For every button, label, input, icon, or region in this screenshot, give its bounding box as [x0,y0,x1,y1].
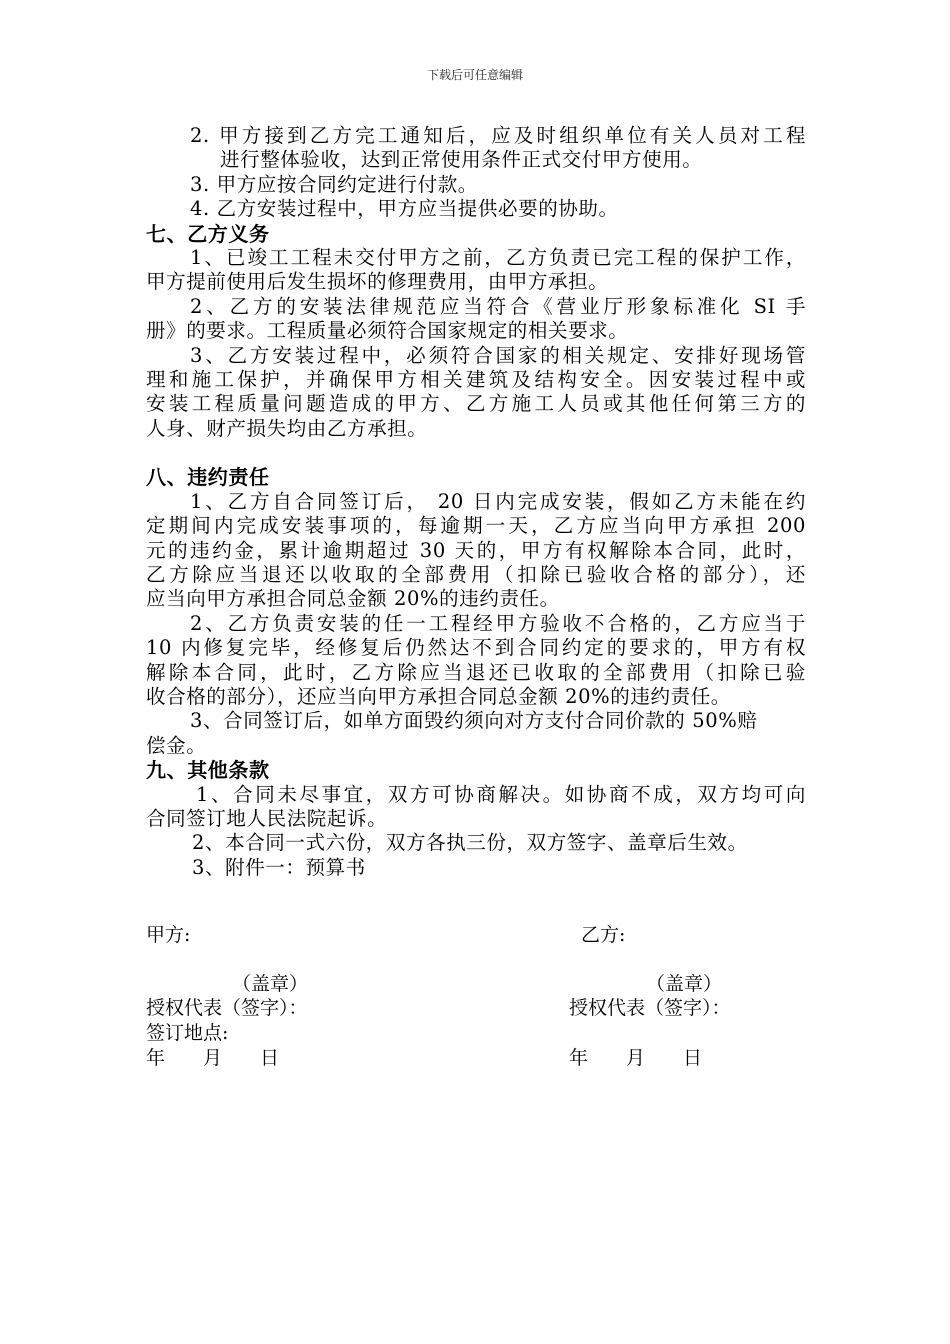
paragraph-line: 3、合同签订后，如单方面毁约须向对方支付合同价款的 50%赔 [190,709,758,733]
paragraph-line: 10 内修复完毕，经修复后仍然达不到合同约定的要求的，甲方有权 [146,636,806,660]
party-a-representative: 授权代表（签字）： [146,997,308,1019]
blank-line [146,441,806,465]
paragraph-line: 进行整体验收，达到正常使用条件正式交付甲方使用。 [220,148,703,172]
contract-body [146,124,806,880]
paragraph-line: 定期间内完成安装事项的，每逾期一天，乙方应当向甲方承担 200 [146,514,806,538]
paragraph-line: 1、乙方自合同签订后， 20 日内完成安装，假如乙方未能在约 [190,489,806,513]
paragraph-line: 3. 甲方应按合同约定进行付款。 [190,172,478,196]
paragraph-line: 2、乙方负责安装的任一工程经甲方验收不合格的，乙方应当于 [190,611,806,635]
paragraph-line: 收合格的部分），还应当向甲方承担合同总金额 20%的违约责任。 [146,684,731,708]
paragraph-line: 合同签订地人民法院起诉。 [146,806,388,830]
paragraph-line: 2、本合同一式六份，双方各执三份，双方签字、盖章后生效。 [192,831,748,855]
party-a-label: 甲方: [146,924,191,946]
paragraph-line: 应当向甲方承担合同总金额 20%的违约责任。 [146,587,560,611]
paragraph-line: 1、合同未尽事宜，双方可协商解决。如协商不成，双方均可向 [196,782,806,806]
paragraph-line: 安装工程质量问题造成的甲方、乙方施工人员或其他任何第三方的 [146,392,806,416]
section-heading: 九、其他条款 [146,758,270,783]
party-b-representative: 授权代表（签字）： [569,997,731,1019]
section-heading: 八、违约责任 [146,465,270,490]
party-b-seal: （盖章） [646,973,723,995]
paragraph-line: 3、乙方安装过程中，必须符合国家的相关规定、安排好现场管 [190,343,806,367]
paragraph-line: 解除本合同，此时，乙方除应当退还已收取的全部费用（扣除已验 [146,660,806,684]
paragraph-line: 册》的要求。工程质量必须符合国家规定的相关要求。 [146,319,629,343]
paragraph-line: 1、已竣工工程未交付甲方之前，乙方负责已完工程的保护工作， [190,245,806,269]
party-b-label: 乙方: [581,924,626,946]
paragraph-line: 理和施工保护，并确保甲方相关建筑及结构安全。因安装过程中或 [146,367,806,391]
party-a-seal: （盖章） [232,973,309,995]
paragraph-line: 3、附件一：预算书 [192,855,366,879]
paragraph-line: 4. 乙方安装过程中，甲方应当提供必要的协助。 [190,197,619,221]
page-header: 下载后可任意编辑 [426,68,523,82]
signing-place: 签订地点: [146,1022,229,1044]
party-b-date: 年 月 日 [569,1047,703,1069]
party-a-date: 年 月 日 [146,1047,280,1069]
paragraph-line: 元的违约金，累计逾期超过 30 天的，甲方有权解除本合同，此时， [146,538,806,562]
paragraph-line: 2、乙方的安装法律规范应当符合《营业厅形象标准化 SI 手 [190,294,806,318]
paragraph-line: 2. 甲方接到乙方完工通知后，应及时组织单位有关人员对工程 [190,124,806,147]
paragraph-line: 乙方除应当退还以收取的全部费用（扣除已验收合格的部分），还 [146,563,806,587]
paragraph-line: 偿金。 [146,733,207,757]
paragraph-line: 甲方提前使用后发生损坏的修理费用，由甲方承担。 [146,270,609,294]
paragraph-line: 人身、财产损失均由乙方承担。 [146,416,428,440]
section-heading: 七、乙方义务 [146,221,270,246]
